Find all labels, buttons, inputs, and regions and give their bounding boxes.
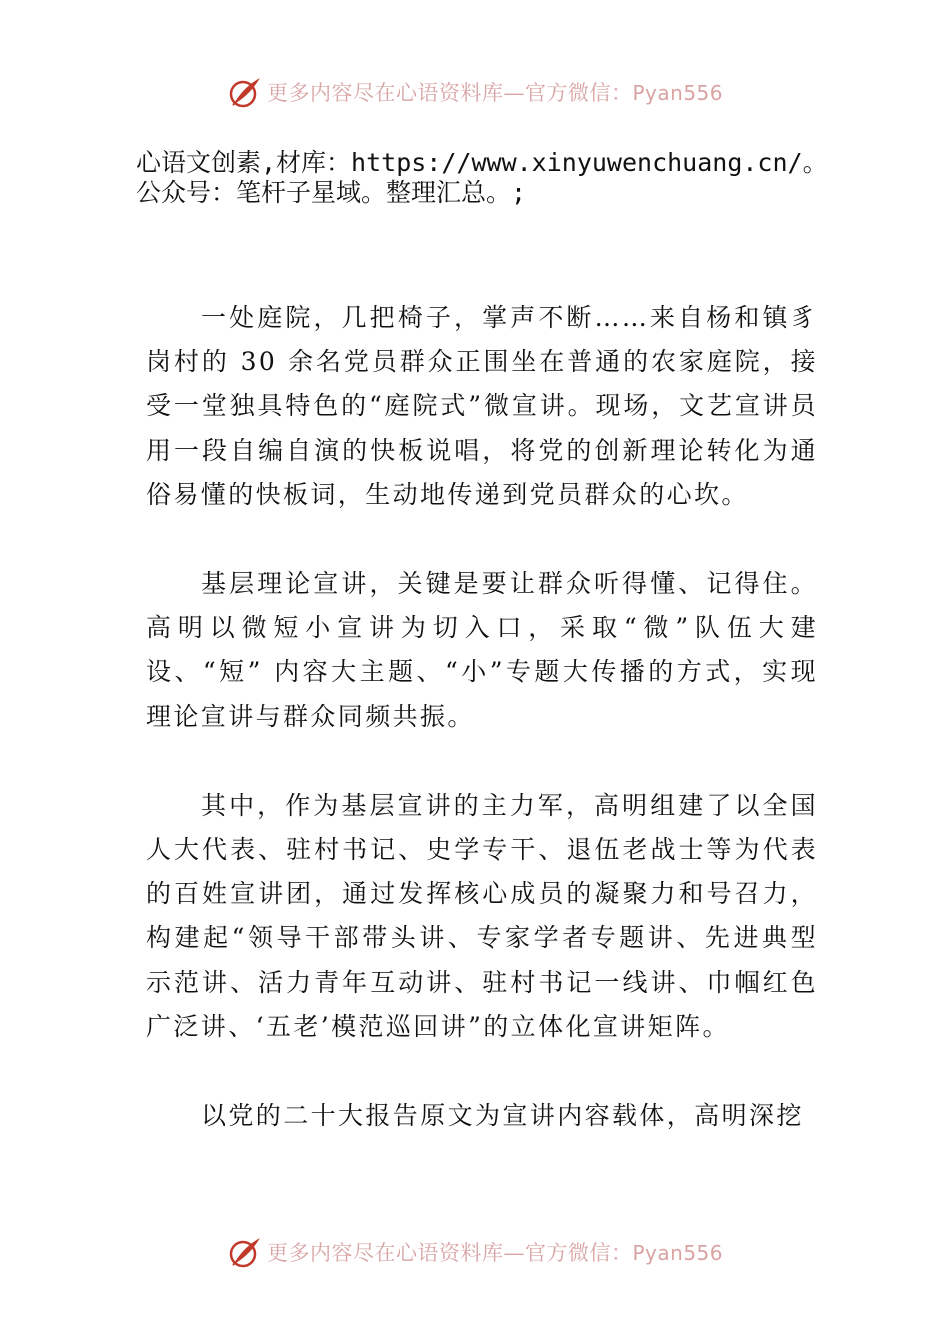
- footer-wechat-id: Pyan556: [632, 1241, 723, 1265]
- quill-logo-icon: [227, 74, 263, 110]
- source-note: 心语文创素,材库：https://www.xinyuwenchuang.cn/。公众号：笔杆子星域。整理汇总。;: [136, 148, 828, 207]
- paragraph-3: 其中，作为基层宣讲的主力军，高明组建了以全国人大代表、驻村书记、史学专干、退伍老战士等为代表的百姓宣讲团，通过发挥核心成员的凝聚力和号召力，构建起“领导干部带头讲、专家学者专题讲、先进典型示范讲、活力青年互动讲、驻村书记一线讲、巾帼红色广泛讲、‘五老’模范巡回讲”的立体化宣讲矩阵。: [146, 790, 818, 1041]
- paragraph-2: 基层理论宣讲，关键是要让群众听得懂、记得住。高明以微短小宣讲为切入口，采取“微”队伍大建设、“短” 内容大主题、“小”专题大传播的方式，实现理论宣讲与群众同频共振。: [146, 569, 818, 731]
- footer-banner-text: [267, 1237, 723, 1267]
- footer-banner-label: 更多内容尽在心语资料库—官方微信：: [266, 1241, 633, 1265]
- header-banner-text: [267, 77, 723, 107]
- header-banner: [0, 72, 950, 112]
- paragraph-4: 以党的二十大报告原文为宣讲内容载体，高明深挖: [201, 1101, 804, 1131]
- quill-logo-icon: [227, 1234, 263, 1270]
- footer-banner: [0, 1232, 950, 1272]
- header-wechat-id: Pyan556: [632, 81, 723, 105]
- article-body: [146, 296, 818, 1183]
- header-banner-label: 更多内容尽在心语资料库—官方微信：: [266, 81, 633, 105]
- paragraph-1: 一处庭院，几把椅子，掌声不断……来自杨和镇豸岗村的 30 余名党员群众正围坐在普通的农家庭院，接受一堂独具特色的“庭院式”微宣讲。现场，文艺宣讲员用一段自编自演的快板说唱，将党的创新理论转化为通俗易懂的快板词，生动地传递到党员群众的心坎。: [146, 303, 818, 509]
